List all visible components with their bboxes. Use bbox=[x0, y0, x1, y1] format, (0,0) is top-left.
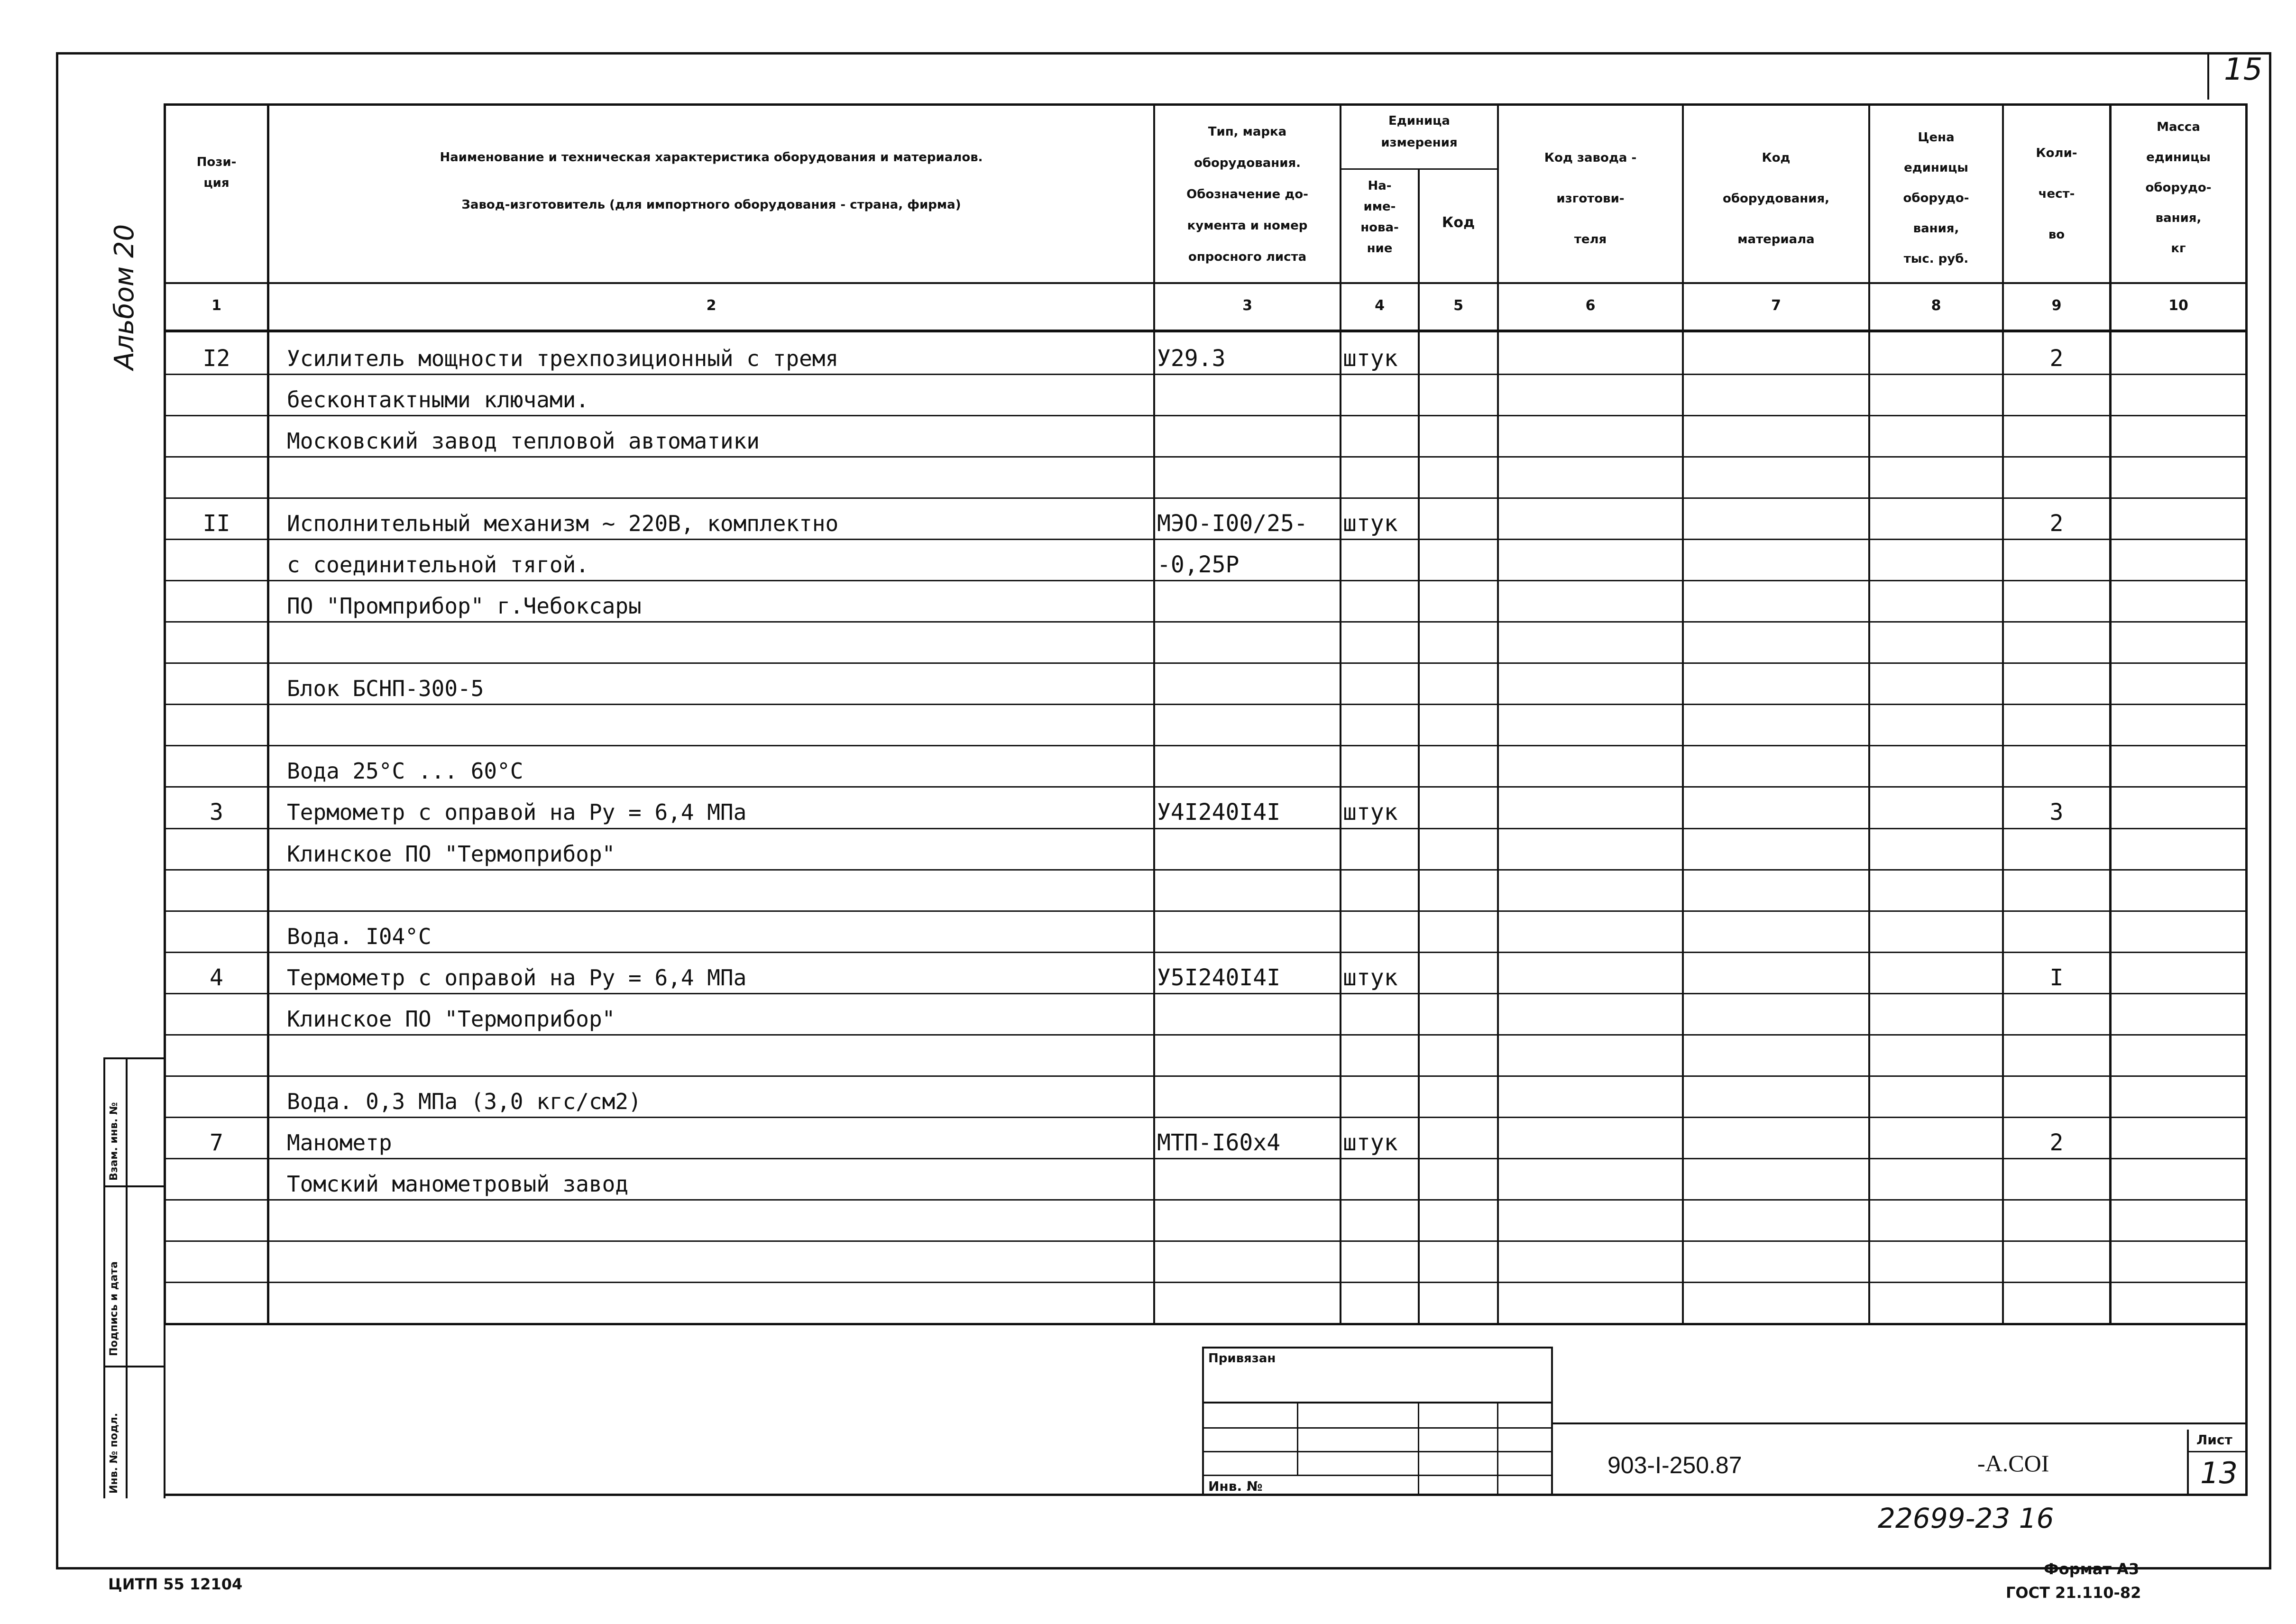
side-label-inv-podl: Инв. № подл. bbox=[108, 1413, 120, 1494]
side-stamp-sep1 bbox=[103, 1185, 165, 1187]
cell-name: Исполнительный механизм ∼ 220В, комплектно bbox=[287, 511, 839, 536]
table-row bbox=[0, 456, 2296, 497]
format-label: Формат А3 bbox=[2044, 1560, 2140, 1578]
cell-pos: II bbox=[202, 510, 230, 537]
cell-unit: штук bbox=[1343, 345, 1398, 372]
colnum-1: 1 bbox=[211, 297, 221, 314]
cell-unit: штук bbox=[1343, 799, 1398, 826]
cell-name: Вода. I04°С bbox=[287, 924, 432, 949]
doc-code-top bbox=[1553, 1422, 2248, 1424]
cell-type: У29.3 bbox=[1157, 345, 1226, 372]
table-bottom bbox=[164, 1323, 2248, 1325]
list-box-left bbox=[2187, 1430, 2189, 1496]
cell-pos: 7 bbox=[210, 1129, 223, 1156]
header-name-line2-text: Завод-изготовитель (для импортного оборудования - страна, фирма) bbox=[461, 198, 961, 212]
cell-name: Вода 25°С ... 60°С bbox=[287, 758, 523, 784]
header-price bbox=[1870, 122, 2002, 274]
cell-name: Термометр с оправой на Ру = 6,4 МПа bbox=[287, 799, 747, 825]
cell-name: Томский манометровый завод bbox=[287, 1171, 629, 1197]
cell-pos: 3 bbox=[210, 799, 223, 826]
header-factory-code-text: Код завода - изготови- теля bbox=[1544, 151, 1637, 247]
colnum-10: 10 bbox=[2168, 297, 2188, 314]
colnum-5: 5 bbox=[1453, 297, 1463, 314]
header-unit-name bbox=[1341, 175, 1418, 259]
header-type-text: Тип, марка оборудования. Обозначение до- кумента и номер опросного листа bbox=[1186, 125, 1308, 264]
header-unit-code bbox=[1420, 212, 1497, 233]
sheet-number-box-left bbox=[2207, 52, 2209, 100]
titleblock-right bbox=[2245, 1323, 2248, 1496]
colnum-6: 6 bbox=[1585, 297, 1596, 314]
cell-qty: 2 bbox=[2049, 510, 2064, 537]
printer-label: ЦИТП 55 12104 bbox=[108, 1575, 243, 1593]
table-row bbox=[0, 786, 2296, 827]
side-label-podpis: Подпись и дата bbox=[108, 1261, 120, 1356]
doc-suffix: -А.СОI bbox=[1977, 1450, 2049, 1477]
cell-qty: 2 bbox=[2049, 345, 2064, 372]
doc-code: 903-I-250.87 bbox=[1607, 1452, 1742, 1478]
cell-unit: штук bbox=[1343, 510, 1398, 537]
cell-type: МТП-I60х4 bbox=[1157, 1129, 1281, 1156]
colnum-3: 3 bbox=[1242, 297, 1252, 314]
cell-name: Усилитель мощности трехпозиционный с тремя bbox=[287, 346, 839, 371]
inv-no-label: Инв. № bbox=[1208, 1478, 1263, 1494]
cell-name: Клинское ПО "Термоприбор" bbox=[287, 841, 615, 867]
list-box-sep bbox=[2187, 1451, 2248, 1452]
side-label-vzam: Взам. инв. № bbox=[108, 1102, 120, 1181]
side-stamp-sep2 bbox=[103, 1366, 165, 1367]
colnum-2: 2 bbox=[706, 297, 716, 314]
cell-unit: штук bbox=[1343, 964, 1398, 991]
header-unit-code-text: Код bbox=[1442, 214, 1475, 231]
table-row bbox=[0, 704, 2296, 745]
table-row bbox=[0, 910, 2296, 952]
table-row bbox=[0, 1158, 2296, 1199]
table-row bbox=[0, 374, 2296, 415]
table-row bbox=[0, 952, 2296, 993]
table-row bbox=[0, 332, 2296, 374]
table-row bbox=[0, 415, 2296, 456]
colnum-7: 7 bbox=[1771, 297, 1781, 314]
cell-name: Московский завод тепловой автоматики bbox=[287, 428, 760, 454]
table-row bbox=[0, 993, 2296, 1034]
cell-name: Вода. 0,3 МПа (3,0 кгс/см2) bbox=[287, 1089, 642, 1114]
stamp-grid-h1 bbox=[1202, 1427, 1553, 1429]
table-top bbox=[164, 103, 2248, 106]
header-unit-group bbox=[1341, 110, 1497, 154]
cell-unit: штук bbox=[1343, 1129, 1398, 1156]
header-type bbox=[1155, 116, 1340, 273]
cell-type: У5I240I4I bbox=[1157, 964, 1281, 991]
header-quantity-text: Коли- чест- во bbox=[2036, 146, 2077, 242]
frame-bottom bbox=[56, 1567, 2271, 1569]
table-row bbox=[0, 539, 2296, 580]
header-factory-code bbox=[1499, 138, 1682, 260]
list-number: 13 bbox=[2200, 1456, 2238, 1490]
side-stamp-top bbox=[103, 1057, 165, 1059]
stamp-grid-v4 bbox=[1551, 1403, 1553, 1495]
table-row bbox=[0, 745, 2296, 786]
header-unit-group-text: Единица измерения bbox=[1381, 114, 1458, 150]
header-position-text: Пози- ция bbox=[196, 155, 237, 190]
table-row bbox=[0, 1240, 2296, 1282]
header-quantity bbox=[2004, 133, 2109, 255]
stamp-grid-h3 bbox=[1202, 1475, 1553, 1476]
side-stamp-right bbox=[164, 1057, 165, 1498]
cell-name: Манометр bbox=[287, 1130, 392, 1156]
cell-qty: 2 bbox=[2049, 1129, 2064, 1156]
handwritten-number: 22699-23 16 bbox=[1878, 1502, 2054, 1534]
stamp-grid-v3 bbox=[1497, 1403, 1498, 1495]
header-name-line1 bbox=[269, 147, 1153, 168]
cell-type: -0,25Р bbox=[1157, 551, 1240, 578]
cell-qty: 3 bbox=[2049, 799, 2064, 826]
colnum-4: 4 bbox=[1375, 297, 1385, 314]
cell-pos: I2 bbox=[202, 345, 230, 372]
table-row bbox=[0, 621, 2296, 662]
cell-name: Клинское ПО "Термоприбор" bbox=[287, 1006, 615, 1032]
stamp-grid-v0 bbox=[1202, 1403, 1204, 1495]
list-label: Лист bbox=[2196, 1432, 2232, 1448]
header-name-line2 bbox=[285, 194, 1138, 215]
colnum-8: 8 bbox=[1931, 297, 1941, 314]
cell-pos: 4 bbox=[210, 964, 223, 991]
table-row bbox=[0, 580, 2296, 621]
header-equipment-code bbox=[1684, 138, 1868, 260]
stamp-grid-h2 bbox=[1202, 1451, 1553, 1452]
side-stamp-left bbox=[103, 1057, 105, 1498]
table-row bbox=[0, 1117, 2296, 1158]
cell-type: У4I240I4I bbox=[1157, 799, 1281, 826]
titleblock-frame-bottom bbox=[164, 1494, 2248, 1496]
album-label-text: Альбом 20 bbox=[109, 224, 140, 370]
table-row bbox=[0, 869, 2296, 910]
header-mass bbox=[2112, 112, 2245, 264]
privyazan-label: Привязан bbox=[1208, 1351, 1276, 1366]
cell-name: Термометр с оправой на Ру = 6,4 МПа bbox=[287, 965, 747, 991]
table-row bbox=[0, 1282, 2296, 1323]
cell-qty: I bbox=[2049, 964, 2064, 991]
header-mass-text: Масса единицы оборудо- вания, кг bbox=[2145, 120, 2212, 256]
table-row bbox=[0, 497, 2296, 539]
table-row bbox=[0, 1199, 2296, 1240]
sheet-number-top: 15 bbox=[2224, 52, 2263, 87]
stamp-grid-v1 bbox=[1297, 1403, 1298, 1476]
cell-name: бесконтактными ключами. bbox=[287, 387, 589, 413]
gost-label: ГОСТ 21.110-82 bbox=[2006, 1584, 2141, 1602]
cell-name: Блок БСНП-300-5 bbox=[287, 676, 484, 701]
table-row bbox=[0, 828, 2296, 869]
colnum-9: 9 bbox=[2051, 297, 2062, 314]
frame-top bbox=[56, 52, 2271, 55]
cell-type: МЭО-I00/25- bbox=[1157, 510, 1308, 537]
table-row bbox=[0, 1034, 2296, 1075]
table-row bbox=[0, 1075, 2296, 1117]
header-equipment-code-text: Код оборудования, материала bbox=[1722, 151, 1830, 247]
stamp-grid-v2 bbox=[1418, 1403, 1419, 1495]
cell-name: с соединительной тягой. bbox=[287, 552, 589, 578]
side-stamp-mid bbox=[126, 1057, 128, 1498]
header-unit-name-text: На- име- нова- ние bbox=[1360, 179, 1399, 256]
header-name-line1-text: Наименование и техническая характеристика оборудования и материалов. bbox=[440, 150, 983, 165]
header-position bbox=[166, 152, 267, 193]
unit-subheader-line bbox=[1340, 168, 1497, 170]
cell-name: ПО "Промприбор" г.Чебоксары bbox=[287, 593, 642, 619]
table-row bbox=[0, 662, 2296, 704]
header-price-text: Цена единицы оборудо- вания, тыс. руб. bbox=[1903, 130, 1969, 266]
table-header-bottom bbox=[164, 282, 2248, 284]
